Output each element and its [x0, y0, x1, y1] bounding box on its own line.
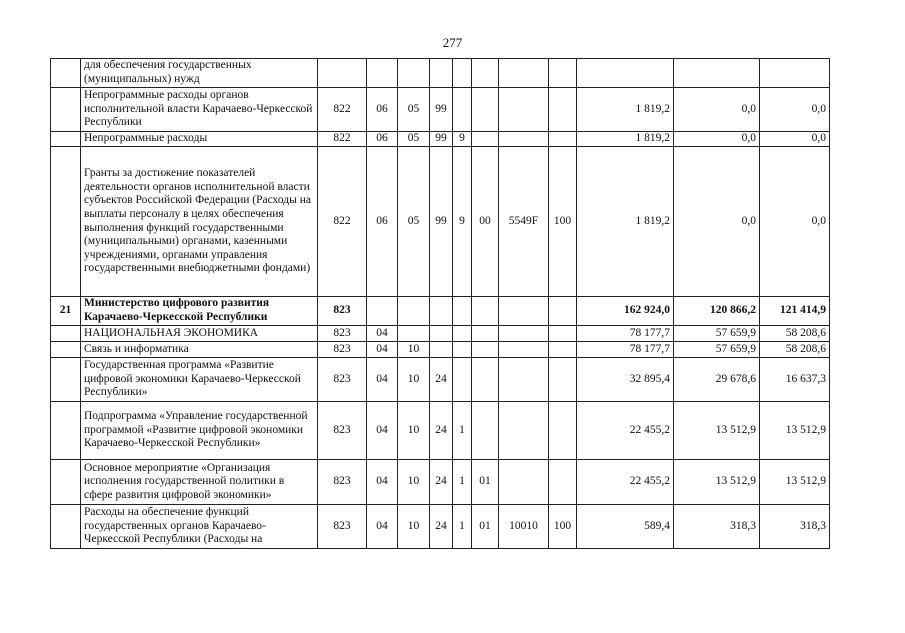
- row-number: [51, 358, 81, 402]
- activity-code: 01: [472, 505, 499, 549]
- activity-code: [472, 358, 499, 402]
- subsection-code: 10: [398, 402, 430, 460]
- amount-year-3: 0,0: [760, 88, 830, 132]
- amount-year-2: 0,0: [674, 88, 760, 132]
- table-row: [51, 147, 830, 297]
- expense-direction-code: [499, 342, 549, 358]
- section-code: 06: [367, 132, 398, 147]
- section-code: 04: [367, 460, 398, 505]
- expense-direction-code: [499, 132, 549, 147]
- program-code: [430, 342, 453, 358]
- subsection-code: [398, 297, 430, 326]
- activity-code: [472, 402, 499, 460]
- program-code: 24: [430, 402, 453, 460]
- subsection-code: 05: [398, 88, 430, 132]
- item-name: Непрограммные расходы: [81, 132, 318, 147]
- ministry-code: 823: [318, 297, 367, 326]
- ministry-code: 823: [318, 460, 367, 505]
- item-name: для обеспечения государственных (муниципальных) нужд: [81, 59, 318, 88]
- amount-year-1: 78 177,7: [577, 342, 674, 358]
- amount-year-2: 0,0: [674, 147, 760, 297]
- table-row: [51, 297, 830, 326]
- activity-code: 00: [472, 147, 499, 297]
- table-row: [51, 59, 830, 88]
- activity-code: 01: [472, 460, 499, 505]
- row-number: [51, 88, 81, 132]
- amount-year-3: 58 208,6: [760, 326, 830, 342]
- amount-year-2: 120 866,2: [674, 297, 760, 326]
- row-number: [51, 326, 81, 342]
- expense-type-code: [549, 358, 577, 402]
- item-name: Государственная программа «Развитие цифровой экономики Карачаево-Черкесской Республики»: [81, 358, 318, 402]
- amount-year-3: 58 208,6: [760, 342, 830, 358]
- amount-year-2: 57 659,9: [674, 326, 760, 342]
- section-code: [367, 59, 398, 88]
- ministry-code: 823: [318, 402, 367, 460]
- amount-year-2: 57 659,9: [674, 342, 760, 358]
- subprogram-code: [453, 59, 472, 88]
- expense-direction-code: [499, 326, 549, 342]
- activity-code: [472, 132, 499, 147]
- page-number: 277: [442, 35, 463, 50]
- subprogram-code: 1: [453, 505, 472, 549]
- activity-code: [472, 297, 499, 326]
- activity-code: [472, 88, 499, 132]
- amount-year-1: 22 455,2: [577, 402, 674, 460]
- expense-type-code: [549, 88, 577, 132]
- subprogram-code: [453, 358, 472, 402]
- program-code: 99: [430, 88, 453, 132]
- amount-year-3: 13 512,9: [760, 402, 830, 460]
- amount-year-3: [760, 59, 830, 88]
- row-number: [51, 147, 81, 297]
- table-row: [51, 132, 830, 147]
- program-code: [430, 326, 453, 342]
- item-name: Связь и информатика: [81, 342, 318, 358]
- item-name: Расходы на обеспечение функций государственных органов Карачаево-Черкесской Республики (Расходы на: [81, 505, 318, 549]
- subprogram-code: [453, 342, 472, 358]
- item-name: Непрограммные расходы органов исполнительной власти Карачаево-Черкесской Республики: [81, 88, 318, 132]
- amount-year-1: 78 177,7: [577, 326, 674, 342]
- amount-year-2: 13 512,9: [674, 402, 760, 460]
- ministry-code: 823: [318, 358, 367, 402]
- program-code: 24: [430, 505, 453, 549]
- expense-type-code: [549, 460, 577, 505]
- item-name: Основное мероприятие «Организация исполнения государственной политики в сфере развития цифровой экономики»: [81, 460, 318, 505]
- row-number: 21: [51, 297, 81, 326]
- amount-year-2: 29 678,6: [674, 358, 760, 402]
- table-row: [51, 88, 830, 132]
- amount-year-1: 22 455,2: [577, 460, 674, 505]
- subprogram-code: 1: [453, 460, 472, 505]
- section-code: 04: [367, 342, 398, 358]
- expense-type-code: [549, 326, 577, 342]
- row-number: [51, 132, 81, 147]
- row-number: [51, 59, 81, 88]
- subsection-code: [398, 59, 430, 88]
- subprogram-code: [453, 88, 472, 132]
- section-code: 04: [367, 505, 398, 549]
- expense-type-code: [549, 297, 577, 326]
- section-code: 04: [367, 402, 398, 460]
- subsection-code: [398, 326, 430, 342]
- row-number: [51, 460, 81, 505]
- budget-table: [50, 58, 830, 549]
- expense-direction-code: [499, 59, 549, 88]
- table-row: [51, 326, 830, 342]
- program-code: [430, 59, 453, 88]
- subprogram-code: 9: [453, 132, 472, 147]
- expense-type-code: 100: [549, 147, 577, 297]
- amount-year-1: 32 895,4: [577, 358, 674, 402]
- amount-year-1: 589,4: [577, 505, 674, 549]
- expense-type-code: [549, 342, 577, 358]
- program-code: [430, 297, 453, 326]
- amount-year-3: 0,0: [760, 132, 830, 147]
- amount-year-2: 13 512,9: [674, 460, 760, 505]
- amount-year-3: 16 637,3: [760, 358, 830, 402]
- section-code: 06: [367, 88, 398, 132]
- item-name: Гранты за достижение показателей деятельности органов исполнительной власти субъектов Российской Федерации (Расходы на выплаты персоналу в целях обеспечения выполнения функций государственными (муниципальными) органами, казенными учреждениями, органами управления государственными внебюджетными фондами): [81, 147, 318, 297]
- table-row: [51, 358, 830, 402]
- expense-direction-code: 10010: [499, 505, 549, 549]
- subsection-code: 10: [398, 358, 430, 402]
- amount-year-1: 1 819,2: [577, 147, 674, 297]
- ministry-code: 823: [318, 342, 367, 358]
- subsection-code: 10: [398, 342, 430, 358]
- table-row: [51, 460, 830, 505]
- expense-type-code: 100: [549, 505, 577, 549]
- program-code: 24: [430, 460, 453, 505]
- program-code: 24: [430, 358, 453, 402]
- item-name: НАЦИОНАЛЬНАЯ ЭКОНОМИКА: [81, 326, 318, 342]
- section-code: 06: [367, 147, 398, 297]
- activity-code: [472, 342, 499, 358]
- ministry-code: 822: [318, 132, 367, 147]
- item-name: Подпрограмма «Управление государственной программой «Развитие цифровой экономики Карачаево-Черкесской Республики»: [81, 402, 318, 460]
- expense-direction-code: [499, 88, 549, 132]
- amount-year-3: 121 414,9: [760, 297, 830, 326]
- row-number: [51, 402, 81, 460]
- expense-direction-code: 5549F: [499, 147, 549, 297]
- subprogram-code: 1: [453, 402, 472, 460]
- ministry-code: 823: [318, 505, 367, 549]
- amount-year-1: 1 819,2: [577, 132, 674, 147]
- section-code: [367, 297, 398, 326]
- section-code: 04: [367, 326, 398, 342]
- subsection-code: 05: [398, 132, 430, 147]
- expense-type-code: [549, 59, 577, 88]
- amount-year-1: 1 819,2: [577, 88, 674, 132]
- subsection-code: 10: [398, 460, 430, 505]
- ministry-code: 822: [318, 147, 367, 297]
- expense-direction-code: [499, 358, 549, 402]
- subprogram-code: [453, 326, 472, 342]
- expense-direction-code: [499, 460, 549, 505]
- subprogram-code: 9: [453, 147, 472, 297]
- table-row: [51, 402, 830, 460]
- table-row: [51, 505, 830, 549]
- section-code: 04: [367, 358, 398, 402]
- program-code: 99: [430, 147, 453, 297]
- expense-direction-code: [499, 297, 549, 326]
- row-number: [51, 342, 81, 358]
- amount-year-3: 318,3: [760, 505, 830, 549]
- ministry-code: 823: [318, 326, 367, 342]
- ministry-code: [318, 59, 367, 88]
- activity-code: [472, 326, 499, 342]
- amount-year-3: 13 512,9: [760, 460, 830, 505]
- amount-year-2: 0,0: [674, 132, 760, 147]
- expense-type-code: [549, 132, 577, 147]
- amount-year-2: [674, 59, 760, 88]
- amount-year-3: 0,0: [760, 147, 830, 297]
- row-number: [51, 505, 81, 549]
- ministry-code: 822: [318, 88, 367, 132]
- subsection-code: 10: [398, 505, 430, 549]
- subsection-code: 05: [398, 147, 430, 297]
- amount-year-1: [577, 59, 674, 88]
- item-name: Министерство цифрового развития Карачаево-Черкесской Республики: [81, 297, 318, 326]
- program-code: 99: [430, 132, 453, 147]
- expense-type-code: [549, 402, 577, 460]
- amount-year-2: 318,3: [674, 505, 760, 549]
- activity-code: [472, 59, 499, 88]
- subprogram-code: [453, 297, 472, 326]
- expense-direction-code: [499, 402, 549, 460]
- table-row: [51, 342, 830, 358]
- amount-year-1: 162 924,0: [577, 297, 674, 326]
